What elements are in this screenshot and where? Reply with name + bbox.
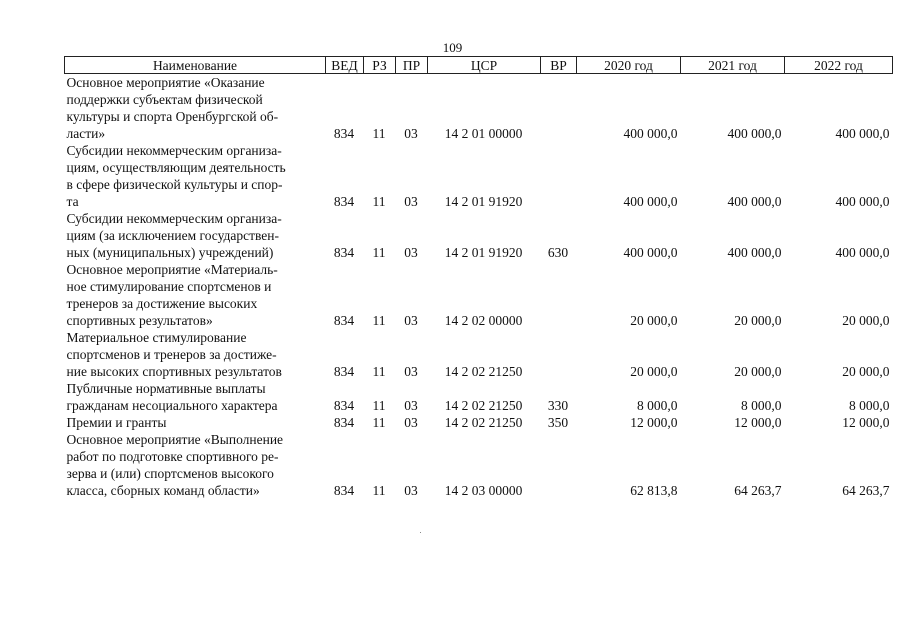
table-row — [65, 210, 893, 261]
cell-rz: 11 — [372, 245, 386, 260]
column-header-2021: 2021 год — [681, 57, 785, 74]
cell-rz: 11 — [372, 483, 386, 498]
cell-2022: 20 000,0 — [842, 313, 890, 328]
cell-ved: 834 — [333, 398, 355, 413]
cell-rz: 11 — [372, 194, 386, 209]
row-name-line: поддержки субъектам физической — [66, 92, 263, 107]
row-name-line: ное стимулирование спортсменов и — [66, 279, 272, 294]
cell-ved: 834 — [333, 126, 355, 141]
cell-csr: 14 2 01 91920 — [444, 245, 523, 260]
cell-pr: 03 — [404, 415, 418, 430]
row-name-line: ных (муниципальных) учреждений) — [66, 245, 274, 260]
row-name-line: тренеров за достижение высоких — [66, 296, 258, 311]
row-name-line: спортсменов и тренеров за достиже- — [66, 347, 277, 362]
column-header-rz: РЗ — [364, 57, 396, 74]
column-header-vr: ВР — [541, 57, 577, 74]
cell-2021: 400 000,0 — [727, 245, 782, 260]
cell-vr — [541, 261, 577, 329]
table-row — [65, 261, 893, 329]
table-row — [65, 329, 893, 380]
cell-2022: 400 000,0 — [835, 245, 890, 260]
cell-rz: 11 — [372, 364, 386, 379]
cell-2021: 20 000,0 — [734, 364, 782, 379]
cell-vr: 350 — [547, 415, 569, 430]
cell-ved: 834 — [333, 194, 355, 209]
cell-vr — [541, 329, 577, 380]
page-number: 109 — [442, 40, 463, 55]
table-row — [65, 142, 893, 210]
table-row — [65, 74, 893, 143]
cell-2021: 64 263,7 — [734, 483, 782, 498]
cell-2022: 12 000,0 — [842, 415, 890, 430]
cell-2020: 20 000,0 — [630, 364, 678, 379]
cell-2021: 8 000,0 — [741, 398, 782, 413]
row-name-line: гражданам несоциального характера — [66, 398, 278, 413]
row-name-line: ние высоких спортивных результатов — [66, 364, 282, 379]
row-name-line: та — [66, 194, 79, 209]
row-name — [65, 329, 326, 380]
cell-csr: 14 2 02 00000 — [444, 313, 523, 328]
row-name-line: Материальное стимулирование — [66, 330, 247, 345]
row-name — [65, 431, 326, 499]
row-name-line: Субсидии некоммерческим организа- — [66, 211, 282, 226]
cell-2021: 20 000,0 — [734, 313, 782, 328]
cell-ved: 834 — [333, 415, 355, 430]
cell-ved: 834 — [333, 245, 355, 260]
cell-2020: 400 000,0 — [623, 194, 678, 209]
cell-2022: 64 263,7 — [842, 483, 890, 498]
cell-ved: 834 — [333, 313, 355, 328]
cell-2022: 400 000,0 — [835, 194, 890, 209]
table-row — [65, 380, 893, 414]
row-name-line: работ по подготовке спортивного ре- — [66, 449, 279, 464]
cell-vr: 630 — [547, 245, 569, 260]
row-name-line: в сфере физической культуры и спор- — [66, 177, 283, 192]
row-name-line: циям (за исключением государствен- — [66, 228, 280, 243]
cell-2020: 20 000,0 — [630, 313, 678, 328]
row-name-line: Субсидии некоммерческим организа- — [66, 143, 282, 158]
cell-rz: 11 — [372, 398, 386, 413]
row-name — [65, 261, 326, 329]
cell-2022: 20 000,0 — [842, 364, 890, 379]
row-name-line: Основное мероприятие «Материаль- — [66, 262, 278, 277]
cell-rz: 11 — [372, 313, 386, 328]
table-row — [65, 431, 893, 499]
column-header-2022: 2022 год — [785, 57, 893, 74]
cell-pr: 03 — [404, 126, 418, 141]
cell-2020: 12 000,0 — [630, 415, 678, 430]
cell-csr: 14 2 03 00000 — [444, 483, 523, 498]
row-name-line: класса, сборных команд области» — [66, 483, 260, 498]
cell-2021: 400 000,0 — [727, 194, 782, 209]
column-header-2020: 2020 год — [577, 57, 681, 74]
column-header-name: Наименование — [65, 57, 326, 74]
row-name — [65, 414, 326, 431]
cell-csr: 14 2 02 21250 — [444, 415, 523, 430]
cell-2022: 8 000,0 — [849, 398, 890, 413]
cell-2021: 400 000,0 — [727, 126, 782, 141]
row-name-line: Основное мероприятие «Оказание — [66, 75, 265, 90]
row-name-line: ласти» — [66, 126, 106, 141]
row-name — [65, 142, 326, 210]
cell-csr: 14 2 01 00000 — [444, 126, 523, 141]
cell-2020: 400 000,0 — [623, 245, 678, 260]
row-name-line: зерва и (или) спортсменов высокого — [66, 466, 274, 481]
cell-vr — [541, 431, 577, 499]
row-name-line: циям, осуществляющим деятельность — [66, 160, 286, 175]
cell-vr: 330 — [547, 398, 569, 413]
row-name-line: спортивных результатов» — [66, 313, 213, 328]
cell-pr: 03 — [404, 194, 418, 209]
row-name-line: Премии и гранты — [66, 415, 167, 430]
row-name — [65, 380, 326, 414]
cell-pr: 03 — [404, 398, 418, 413]
cell-pr: 03 — [404, 245, 418, 260]
cell-vr — [541, 74, 577, 143]
row-name-line: Публичные нормативные выплаты — [66, 381, 266, 396]
cell-csr: 14 2 01 91920 — [444, 194, 523, 209]
cell-pr: 03 — [404, 313, 418, 328]
budget-table — [64, 56, 893, 499]
cell-rz: 11 — [372, 415, 386, 430]
cell-ved: 834 — [333, 364, 355, 379]
column-header-csr: ЦСР — [428, 57, 541, 74]
cell-2020: 8 000,0 — [637, 398, 678, 413]
cell-vr — [541, 142, 577, 210]
row-name-line: Основное мероприятие «Выполнение — [66, 432, 284, 447]
cell-csr: 14 2 02 21250 — [444, 398, 523, 413]
cell-pr: 03 — [404, 364, 418, 379]
row-name — [65, 210, 326, 261]
row-name-line: культуры и спорта Оренбургской об- — [66, 109, 279, 124]
row-name — [65, 74, 326, 143]
table-row — [65, 414, 893, 431]
cell-2020: 62 813,8 — [630, 483, 678, 498]
column-header-pr: ПР — [396, 57, 428, 74]
cell-2020: 400 000,0 — [623, 126, 678, 141]
column-header-ved: ВЕД — [326, 57, 364, 74]
scan-speck — [420, 532, 421, 533]
cell-rz: 11 — [372, 126, 386, 141]
cell-2022: 400 000,0 — [835, 126, 890, 141]
cell-2021: 12 000,0 — [734, 415, 782, 430]
header-row — [65, 57, 893, 74]
cell-pr: 03 — [404, 483, 418, 498]
cell-csr: 14 2 02 21250 — [444, 364, 523, 379]
cell-ved: 834 — [333, 483, 355, 498]
